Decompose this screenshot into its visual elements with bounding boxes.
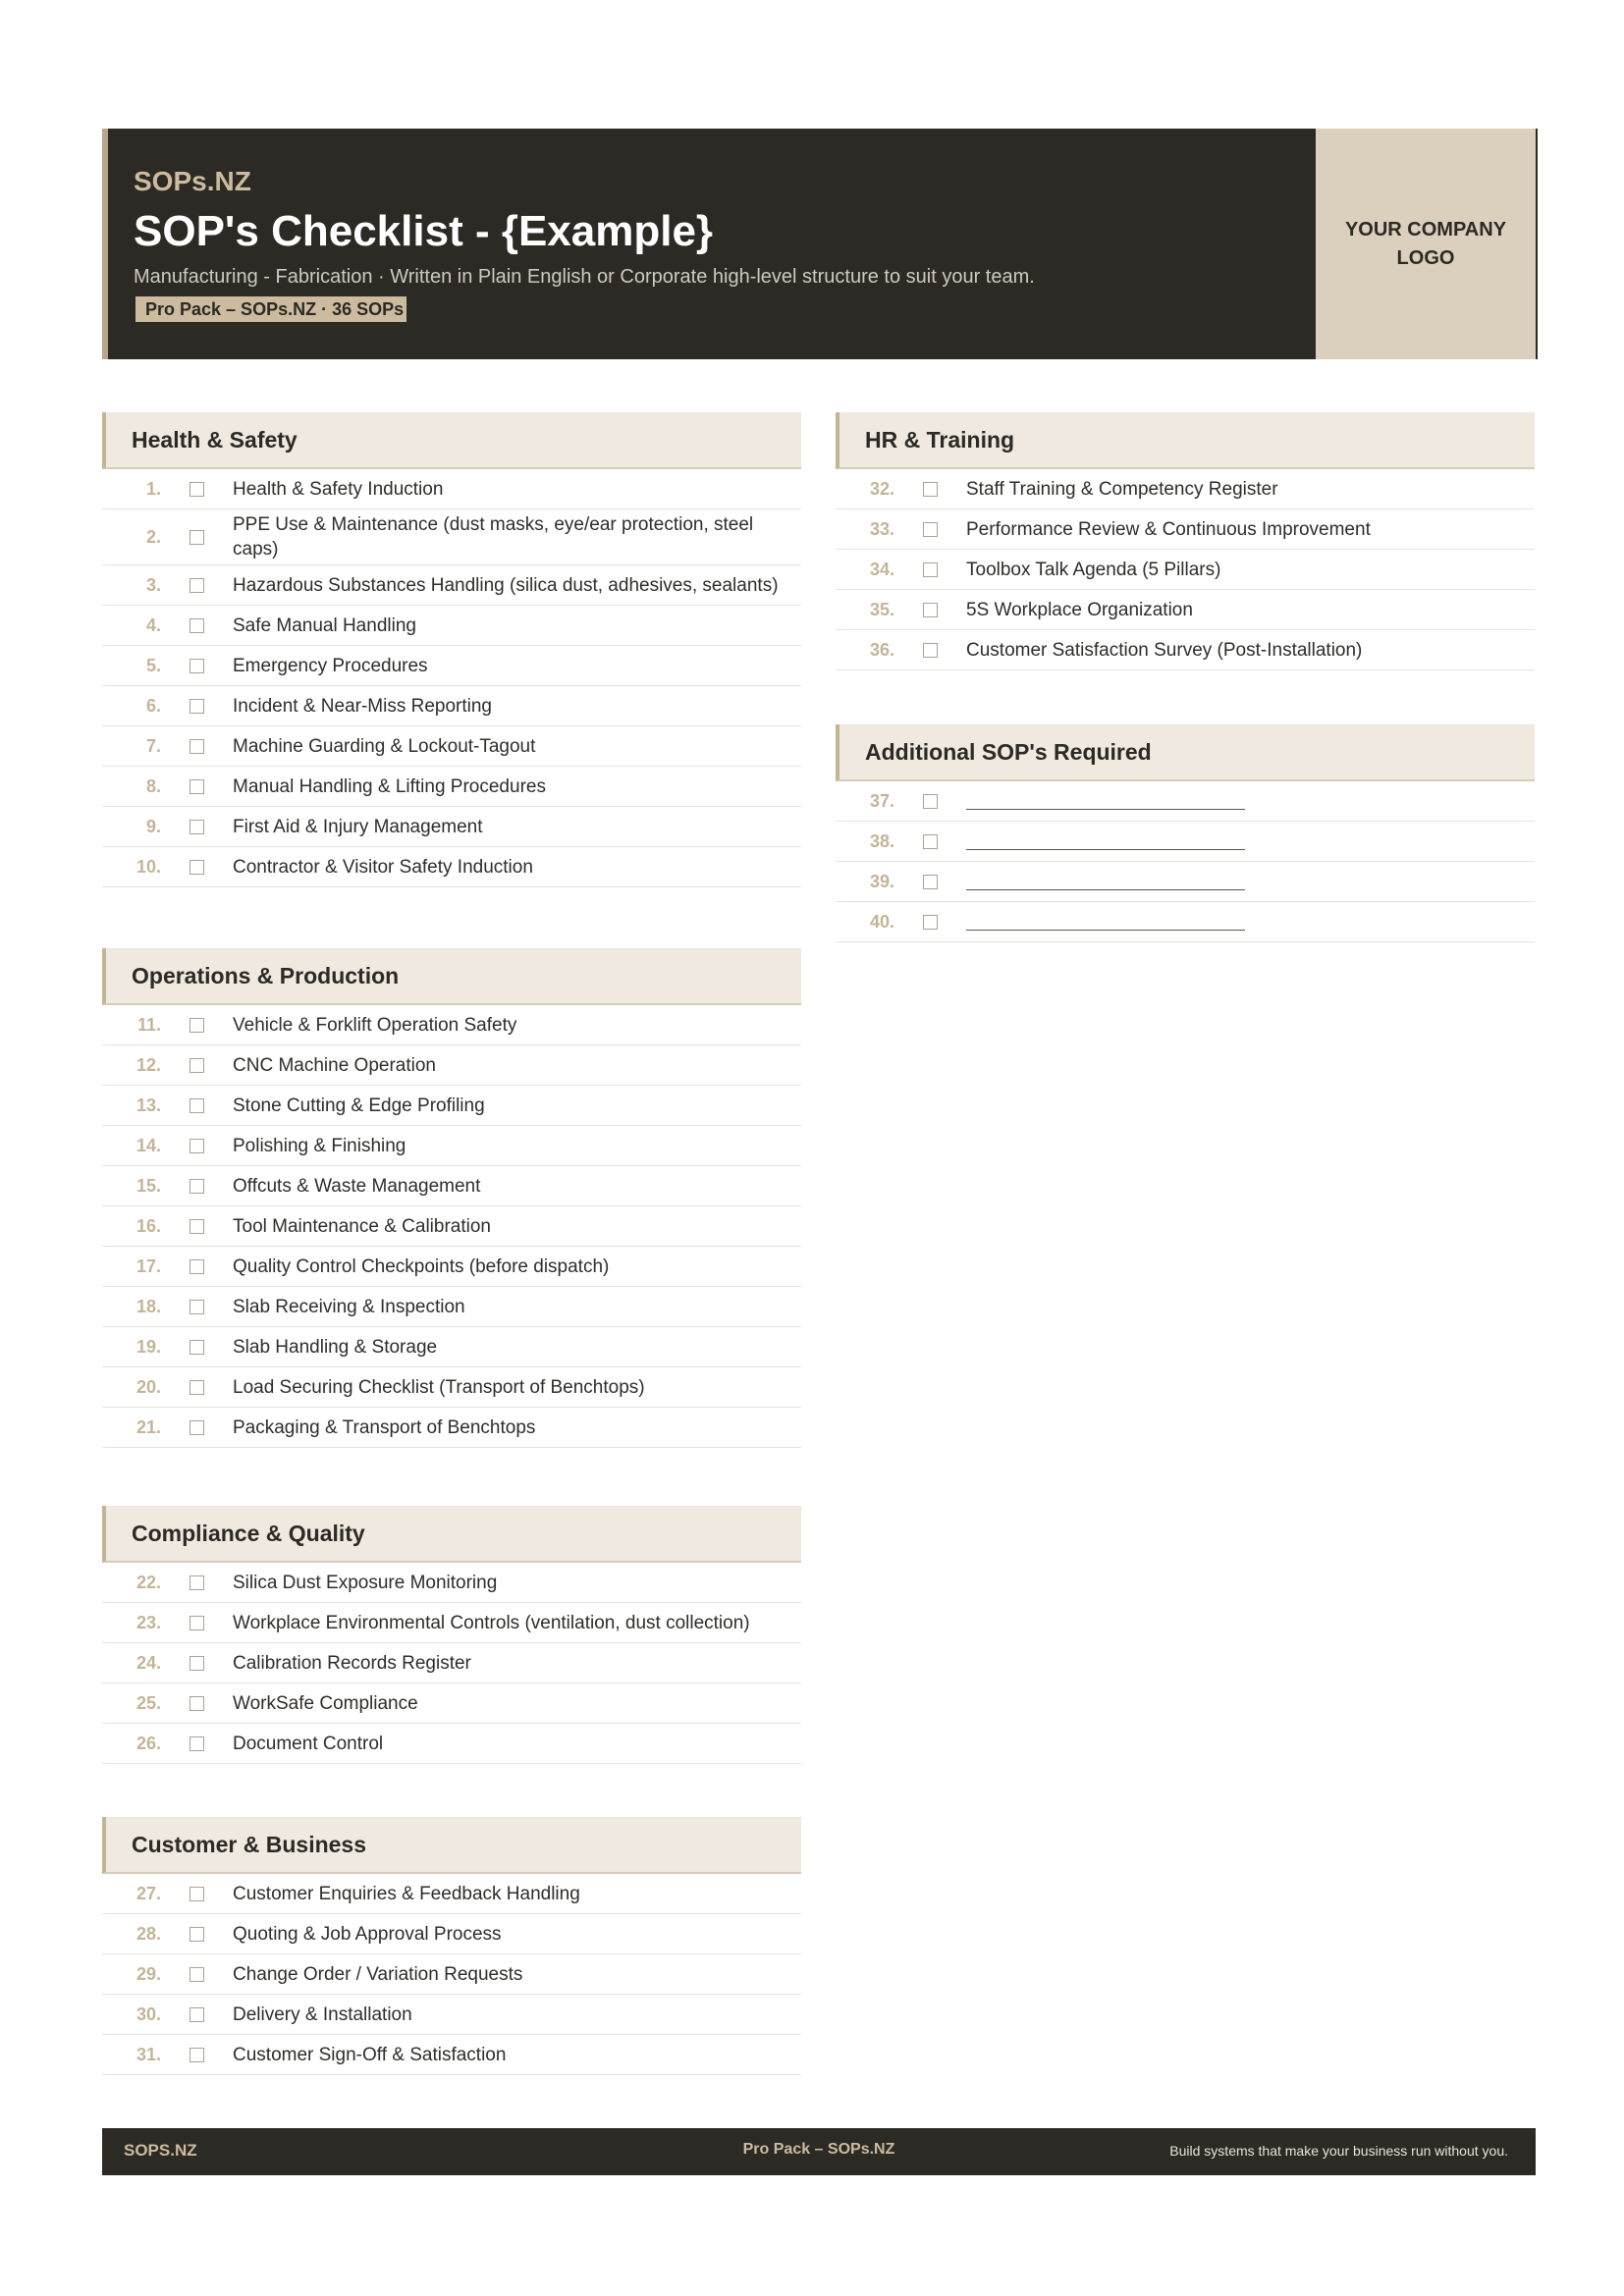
checklist-item — [102, 1954, 801, 1995]
item-number: 10. — [135, 856, 161, 877]
checklist-item — [102, 1005, 801, 1045]
blank-entry-line[interactable] — [966, 914, 1245, 931]
checkbox[interactable] — [189, 1300, 204, 1314]
item-label: Health & Safety Induction — [233, 478, 444, 500]
checkbox[interactable] — [923, 482, 938, 497]
checkbox[interactable] — [923, 603, 938, 617]
item-number: 2. — [145, 526, 161, 547]
checkbox[interactable] — [189, 1179, 204, 1194]
checklist-item — [102, 2035, 801, 2075]
section-additional-sops — [836, 724, 1535, 942]
item-label: Offcuts & Waste Management — [233, 1175, 481, 1197]
page-title: SOP's Checklist - {Example} — [134, 207, 714, 255]
checkbox[interactable] — [189, 699, 204, 714]
item-label: WorkSafe Compliance — [233, 1692, 418, 1714]
checkbox[interactable] — [189, 618, 204, 633]
brand-name: SOPs.NZ — [134, 166, 251, 196]
item-label: Contractor & Visitor Safety Induction — [233, 856, 533, 878]
checkbox[interactable] — [189, 1887, 204, 1901]
item-label: Quality Control Checkpoints (before dispatch) — [233, 1255, 610, 1277]
checkbox[interactable] — [923, 643, 938, 658]
section-heading: Health & Safety — [102, 412, 801, 469]
item-label: Change Order / Variation Requests — [233, 1963, 523, 1985]
item-number: 13. — [135, 1095, 161, 1115]
checkbox[interactable] — [189, 2048, 204, 2062]
item-label: Vehicle & Forklift Operation Safety — [233, 1014, 517, 1036]
item-number: 7. — [145, 735, 161, 756]
checklist-item — [102, 767, 801, 807]
item-number: 23. — [135, 1612, 161, 1632]
checkbox[interactable] — [189, 739, 204, 754]
checklist-item — [102, 1287, 801, 1327]
item-number: 25. — [135, 1692, 161, 1713]
item-label: Polishing & Finishing — [233, 1135, 406, 1156]
checkbox[interactable] — [189, 1656, 204, 1671]
item-number: 4. — [145, 614, 161, 635]
checklist-item — [102, 646, 801, 686]
item-number: 37. — [869, 790, 894, 811]
item-label: First Aid & Injury Management — [233, 816, 483, 837]
item-number: 28. — [135, 1923, 161, 1944]
item-label: Slab Receiving & Inspection — [233, 1296, 465, 1317]
section-heading: Operations & Production — [102, 948, 801, 1005]
item-number: 19. — [135, 1336, 161, 1357]
item-number: 17. — [135, 1255, 161, 1276]
item-label: Toolbox Talk Agenda (5 Pillars) — [966, 559, 1221, 580]
item-number: 22. — [135, 1572, 161, 1592]
checklist-item — [102, 847, 801, 887]
item-number: 39. — [869, 871, 894, 891]
item-label: Safe Manual Handling — [233, 614, 416, 636]
checkbox[interactable] — [189, 659, 204, 673]
checkbox[interactable] — [189, 1616, 204, 1630]
item-label: Emergency Procedures — [233, 655, 428, 676]
item-number: 1. — [145, 478, 161, 499]
item-label: Customer Sign-Off & Satisfaction — [233, 2044, 507, 2065]
item-number: 24. — [135, 1652, 161, 1673]
section-compliance-quality — [102, 1506, 801, 1764]
item-number: 26. — [135, 1733, 161, 1753]
checklist-item — [102, 1683, 801, 1724]
checklist-item — [102, 509, 801, 565]
item-label: Performance Review & Continuous Improvement — [966, 518, 1371, 540]
blank-entry-line[interactable] — [966, 793, 1245, 810]
checklist-item — [102, 1367, 801, 1408]
checklist-item — [102, 1408, 801, 1448]
checkbox[interactable] — [189, 860, 204, 875]
item-label: PPE Use & Maintenance (dust masks, eye/ear protection, steel caps) — [233, 514, 754, 560]
item-number: 11. — [136, 1014, 161, 1035]
checkbox[interactable] — [189, 1380, 204, 1395]
item-number: 40. — [869, 911, 894, 932]
checklist-item — [102, 807, 801, 847]
checklist-item — [836, 469, 1535, 509]
checklist-item — [102, 1563, 801, 1603]
section-heading: HR & Training — [836, 412, 1535, 469]
checkbox[interactable] — [923, 562, 938, 577]
footer-pack-name: Pro Pack – SOPs.NZ — [742, 2141, 895, 2158]
checkbox[interactable] — [923, 794, 938, 809]
item-number: 20. — [135, 1376, 161, 1397]
item-number: 5. — [145, 655, 161, 675]
checklist-item — [102, 469, 801, 509]
item-label: Document Control — [233, 1733, 384, 1754]
checkbox[interactable] — [923, 522, 938, 537]
item-label: Slab Handling & Storage — [233, 1336, 438, 1358]
item-label: Manual Handling & Lifting Procedures — [233, 775, 546, 797]
footer-brand: SOPS.NZ — [124, 2141, 197, 2160]
checklist-item — [836, 509, 1535, 550]
section-operations-production — [102, 948, 801, 1448]
checkbox[interactable] — [189, 820, 204, 834]
checklist-item — [102, 565, 801, 606]
item-number: 38. — [869, 830, 894, 851]
item-number: 27. — [135, 1883, 161, 1903]
checklist-item — [102, 1086, 801, 1126]
item-label: Customer Enquiries & Feedback Handling — [233, 1883, 580, 1904]
item-number: 14. — [135, 1135, 161, 1155]
page-subtitle: Manufacturing - Fabrication · Written in Plain English or Corporate high-level structure to suit your team. — [134, 266, 1035, 288]
checklist-item — [102, 1045, 801, 1086]
checkbox[interactable] — [923, 834, 938, 849]
checkbox[interactable] — [189, 578, 204, 593]
checkbox[interactable] — [189, 1736, 204, 1751]
blank-entry-line[interactable] — [966, 833, 1245, 850]
item-label: Incident & Near-Miss Reporting — [233, 695, 492, 717]
item-number: 16. — [135, 1215, 161, 1236]
checklist-item — [102, 1247, 801, 1287]
item-label: Customer Satisfaction Survey (Post-Installation) — [966, 639, 1363, 661]
checkbox[interactable] — [189, 2007, 204, 2022]
checkbox[interactable] — [189, 779, 204, 794]
checklist-item — [836, 590, 1535, 630]
checkbox[interactable] — [189, 1696, 204, 1711]
checklist-item — [102, 1995, 801, 2035]
item-label: Quoting & Job Approval Process — [233, 1923, 502, 1945]
section-heading: Customer & Business — [102, 1817, 801, 1874]
checklist-item — [102, 1603, 801, 1643]
item-label: Machine Guarding & Lockout-Tagout — [233, 735, 536, 757]
checkbox[interactable] — [189, 1219, 204, 1234]
checkbox[interactable] — [189, 1927, 204, 1942]
checklist-item — [836, 550, 1535, 590]
company-logo-placeholder — [1316, 129, 1536, 359]
item-label: Delivery & Installation — [233, 2003, 412, 2025]
item-label: Calibration Records Register — [233, 1652, 471, 1674]
item-number: 33. — [869, 518, 894, 539]
checklist-item — [102, 1126, 801, 1166]
section-health-safety — [102, 412, 801, 887]
checkbox[interactable] — [189, 530, 204, 545]
checklist-item — [102, 1327, 801, 1367]
checklist-item — [102, 726, 801, 767]
item-label: Stone Cutting & Edge Profiling — [233, 1095, 485, 1116]
blank-entry-line[interactable] — [966, 874, 1245, 890]
checklist-item — [102, 1166, 801, 1206]
item-label: Hazardous Substances Handling (silica dust, adhesives, sealants) — [233, 574, 779, 596]
checkbox[interactable] — [189, 1259, 204, 1274]
checkbox[interactable] — [189, 1098, 204, 1113]
item-label: Tool Maintenance & Calibration — [233, 1215, 491, 1237]
checkbox[interactable] — [189, 1018, 204, 1033]
logo-text: YOUR COMPANY LOGO — [1344, 218, 1507, 269]
checklist-item — [836, 822, 1535, 862]
checklist-item — [836, 862, 1535, 902]
item-label: Silica Dust Exposure Monitoring — [233, 1572, 498, 1593]
item-number: 35. — [869, 599, 894, 619]
checkbox[interactable] — [189, 482, 204, 497]
item-label: Packaging & Transport of Benchtops — [233, 1416, 536, 1438]
checkbox[interactable] — [923, 915, 938, 930]
item-number: 18. — [135, 1296, 161, 1316]
item-number: 32. — [869, 478, 894, 499]
checklist-item — [102, 1724, 801, 1764]
checklist-item — [102, 686, 801, 726]
checklist-item — [102, 1874, 801, 1914]
footer-bar — [102, 2128, 1536, 2175]
section-heading: Compliance & Quality — [102, 1506, 801, 1563]
item-number: 3. — [145, 574, 161, 595]
checkbox[interactable] — [189, 1139, 204, 1153]
checklist-item — [836, 902, 1535, 942]
checkbox[interactable] — [189, 1058, 204, 1073]
footer-tagline: Build systems that make your business run without you. — [1169, 2143, 1508, 2159]
item-label: Load Securing Checklist (Transport of Benchtops) — [233, 1376, 645, 1398]
checklist-item — [836, 630, 1535, 670]
item-number: 6. — [145, 695, 161, 716]
item-label: CNC Machine Operation — [233, 1054, 436, 1076]
item-number: 21. — [135, 1416, 161, 1437]
checkbox[interactable] — [189, 1967, 204, 1982]
checklist-item — [102, 1643, 801, 1683]
checklist-item — [836, 781, 1535, 822]
item-number: 8. — [145, 775, 161, 796]
checkbox[interactable] — [189, 1420, 204, 1435]
item-number: 36. — [869, 639, 894, 660]
checkbox[interactable] — [923, 875, 938, 889]
item-number: 30. — [135, 2003, 161, 2024]
item-label: Staff Training & Competency Register — [966, 478, 1278, 500]
pack-badge: Pro Pack – SOPs.NZ · 36 SOPs — [135, 296, 406, 322]
item-label: Workplace Environmental Controls (ventilation, dust collection) — [233, 1612, 750, 1633]
section-customer-business — [102, 1817, 801, 2075]
item-number: 31. — [135, 2044, 161, 2064]
checklist-item — [102, 1206, 801, 1247]
item-number: 29. — [135, 1963, 161, 1984]
item-number: 9. — [145, 816, 161, 836]
checklist-item — [102, 1914, 801, 1954]
checklist-item — [102, 606, 801, 646]
checkbox[interactable] — [189, 1340, 204, 1355]
item-label: 5S Workplace Organization — [966, 599, 1193, 620]
checkbox[interactable] — [189, 1575, 204, 1590]
section-hr-training — [836, 412, 1535, 670]
section-heading: Additional SOP's Required — [836, 724, 1535, 781]
item-number: 15. — [135, 1175, 161, 1196]
item-number: 12. — [135, 1054, 161, 1075]
item-number: 34. — [869, 559, 894, 579]
